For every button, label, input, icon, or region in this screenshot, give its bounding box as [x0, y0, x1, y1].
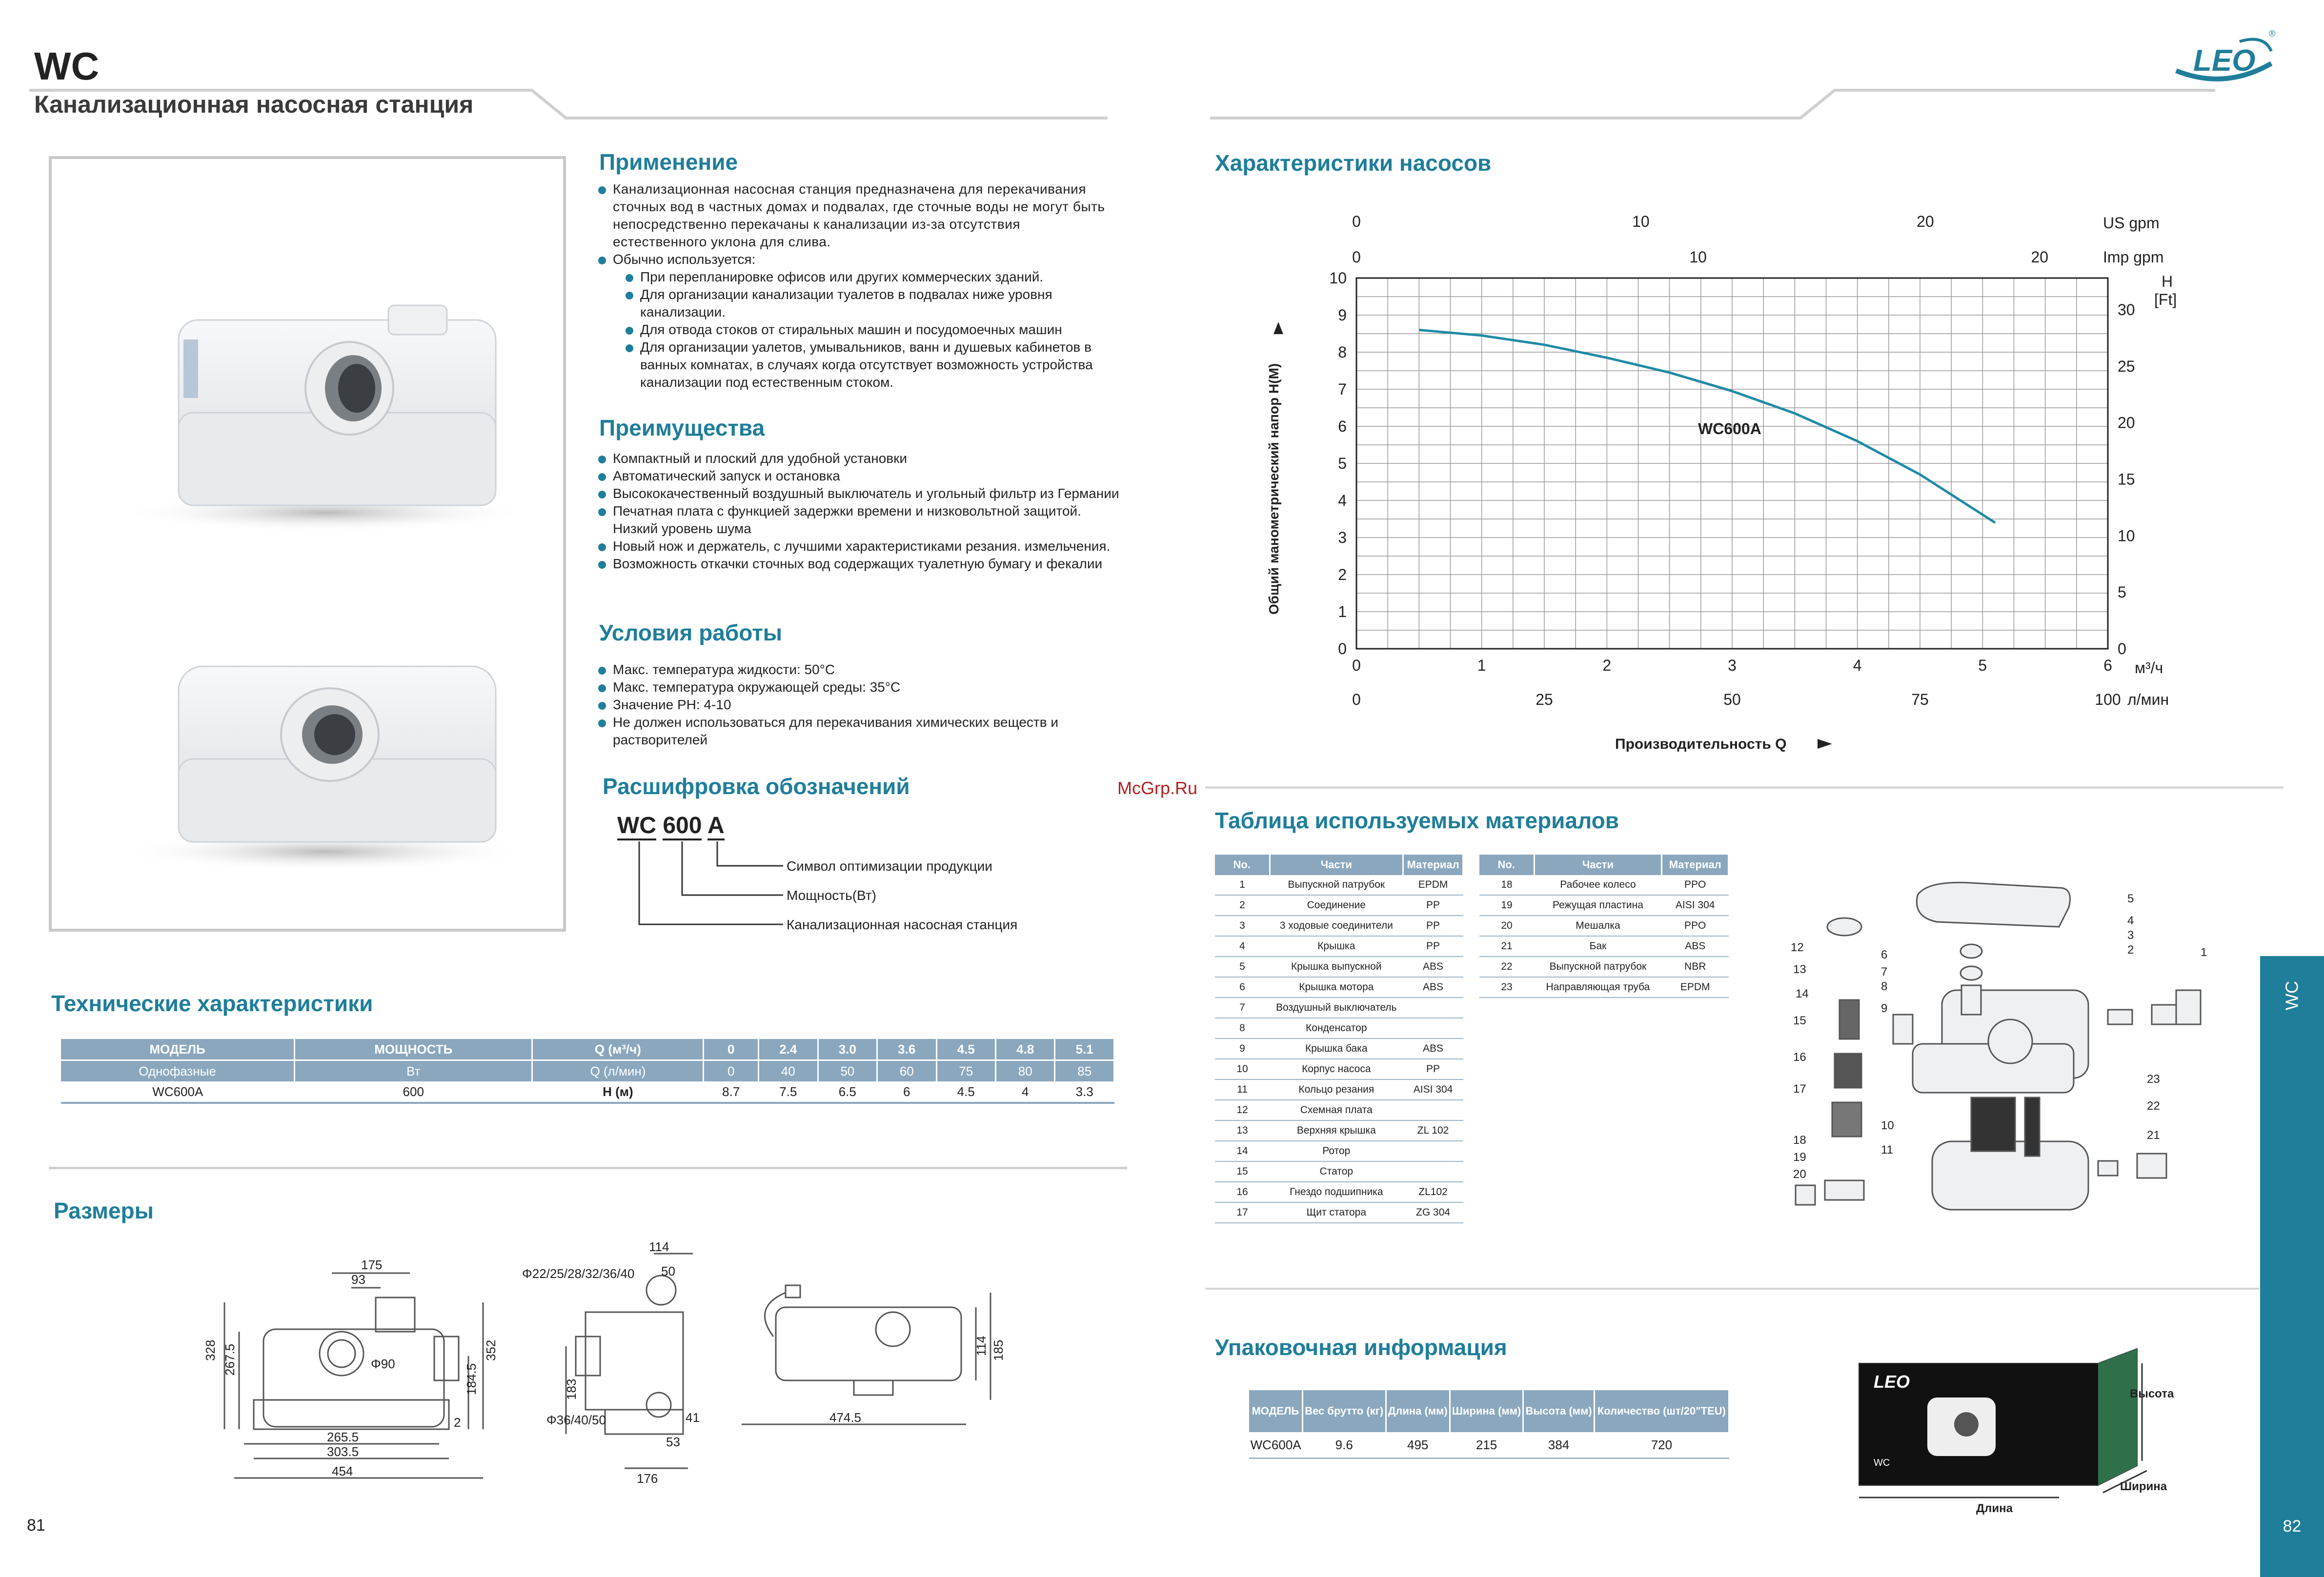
- material-no: 9: [1215, 1038, 1270, 1059]
- material-no: 10: [1215, 1059, 1270, 1079]
- dim-label: 53: [666, 1435, 680, 1449]
- advantage-item: Высококачественный воздушный выключатель и угольный фильтр из Германии: [596, 485, 1123, 502]
- advantages-title: Преимущества: [599, 415, 765, 440]
- material-part: Кольцо резания: [1270, 1079, 1403, 1100]
- imp-tick-label: 20: [2031, 248, 2049, 266]
- material-row: [1215, 875, 1463, 895]
- y-tick-label: 1: [1338, 603, 1347, 620]
- ft-tick-label: 25: [2118, 357, 2135, 375]
- part-label: 23: [2147, 1073, 2160, 1086]
- ft-tick-label: 20: [2118, 414, 2135, 432]
- tech-cell: 6: [877, 1081, 936, 1103]
- dim-label: 303.5: [327, 1444, 359, 1459]
- material-no: 20: [1479, 916, 1534, 936]
- dim-label: 114: [649, 1239, 669, 1254]
- x-axis-arrow-icon: [1818, 739, 1832, 749]
- tech-table: [61, 1039, 1115, 1104]
- y-tick-label: 5: [1338, 455, 1347, 472]
- x2-tick-label: 75: [1911, 691, 1929, 708]
- part-label: 13: [1793, 963, 1806, 976]
- dim-label: 183: [564, 1378, 579, 1400]
- dim-label: 184.5: [464, 1363, 479, 1395]
- x-tick-label: 0: [1352, 657, 1361, 674]
- mat-h: No.: [1479, 855, 1534, 875]
- part-label: 12: [1791, 941, 1804, 954]
- designation-label-3: Канализационная насосная станция: [787, 917, 1018, 932]
- part-label: 5: [2127, 892, 2134, 905]
- ft-tick-label: 15: [2118, 470, 2135, 488]
- dim-label: 474.5: [829, 1410, 862, 1425]
- material-part: Крышка мотора: [1270, 977, 1403, 998]
- y-axis-label: Общий манометрический напор H(M): [1266, 363, 1281, 615]
- material-value: AISI 304: [1403, 1079, 1463, 1100]
- material-part: Воздушный выключатель: [1270, 998, 1403, 1018]
- tech-cell: H (м): [532, 1081, 704, 1103]
- part-label: 20: [1793, 1168, 1806, 1181]
- material-no: 6: [1215, 977, 1270, 998]
- application-text: [596, 180, 1113, 391]
- material-value: [1403, 1018, 1463, 1038]
- material-no: 4: [1215, 936, 1270, 957]
- material-no: 15: [1215, 1161, 1270, 1182]
- material-value: ABS: [1403, 977, 1463, 998]
- material-row: [1215, 895, 1463, 916]
- material-row: [1479, 977, 1729, 998]
- part-label: 1: [2201, 946, 2207, 959]
- imp-tick-label: 0: [1352, 248, 1361, 266]
- material-value: PP: [1403, 916, 1463, 936]
- material-row: [1215, 1141, 1463, 1161]
- material-part: Щит статора: [1270, 1202, 1403, 1223]
- pack-cell: 384: [1523, 1432, 1594, 1458]
- chart-section-title: Характеристики насосов: [1215, 150, 1492, 176]
- divider: [49, 1167, 1127, 1169]
- header-rule-left: [29, 73, 1112, 122]
- tech-h2: 80: [995, 1060, 1054, 1082]
- advantage-item: Автоматический запуск и остановка: [596, 467, 1123, 485]
- ft-axis-unit: [Ft]: [2154, 291, 2177, 308]
- material-no: 18: [1479, 875, 1534, 895]
- material-no: 5: [1215, 957, 1270, 977]
- box-brand: LEO: [1874, 1372, 1910, 1392]
- material-value: [1403, 1141, 1463, 1161]
- y-tick-label: 9: [1338, 306, 1347, 324]
- material-part: Режущая пластина: [1534, 895, 1662, 916]
- material-row: [1479, 957, 1729, 977]
- pack-h: Ширина (мм): [1450, 1390, 1523, 1432]
- tech-cell: WC600A: [61, 1081, 295, 1103]
- material-value: PPO: [1662, 916, 1729, 936]
- x-tick-label: 4: [1853, 657, 1862, 674]
- y-tick-label: 3: [1338, 529, 1347, 546]
- designation-lines: [634, 839, 790, 927]
- tech-h: МОЩНОСТЬ: [295, 1039, 532, 1060]
- material-part: Соединение: [1270, 895, 1403, 916]
- material-row: [1215, 1079, 1463, 1100]
- us-tick-label: 20: [1917, 213, 1934, 230]
- pack-h: Вес брутто (кг): [1302, 1390, 1386, 1432]
- advantage-item: Возможность откачки сточных вод содержащих туалетную бумагу и фекалии: [596, 555, 1123, 573]
- material-part: Выпускной патрубок: [1270, 875, 1403, 895]
- material-row: [1215, 1059, 1463, 1079]
- pack-cell: 720: [1594, 1432, 1729, 1458]
- x2-tick-label: 100: [2095, 691, 2121, 708]
- part-label: 7: [1881, 965, 1888, 978]
- material-value: ABS: [1662, 936, 1729, 957]
- y-tick-label: 4: [1338, 492, 1347, 509]
- condition-item: Макс. температура окружающей среды: 35°C: [596, 679, 1084, 696]
- material-no: 17: [1215, 1202, 1270, 1223]
- material-value: EPDM: [1662, 977, 1729, 998]
- product-photo: [52, 159, 563, 929]
- code-part-suffix: A: [707, 813, 725, 840]
- designation-label-2: Мощность(Вт): [787, 888, 876, 903]
- dim-label: 41: [686, 1410, 700, 1425]
- box-length-label: Длина: [1976, 1502, 2013, 1515]
- tech-h: 2.4: [759, 1039, 818, 1060]
- dim-label: 93: [351, 1272, 365, 1287]
- header-rule-right: [1210, 73, 2264, 122]
- material-part: Ротор: [1270, 1141, 1403, 1161]
- material-value: EPDM: [1403, 875, 1463, 895]
- material-no: 8: [1215, 1018, 1270, 1038]
- material-no: 22: [1479, 957, 1534, 977]
- tech-h2: Q (л/мин): [532, 1060, 704, 1082]
- material-no: 2: [1215, 895, 1270, 916]
- leo-logo: [2166, 24, 2279, 88]
- svg-text:®: ®: [2269, 29, 2276, 39]
- tech-cell: 4.5: [936, 1081, 995, 1103]
- tech-h: 3.0: [818, 1039, 877, 1060]
- part-label: 9: [1881, 1002, 1888, 1015]
- material-row: [1215, 1120, 1463, 1141]
- x-tick-label: 5: [1978, 657, 1987, 674]
- ft-tick-label: 0: [2118, 640, 2126, 658]
- tech-h: Q (м³/ч): [532, 1039, 704, 1060]
- divider: [1205, 1288, 2259, 1290]
- material-value: [1403, 998, 1463, 1018]
- x2-unit: л/мин: [2127, 691, 2169, 708]
- material-part: Крышка: [1270, 936, 1403, 957]
- y-tick-label: 8: [1338, 343, 1347, 361]
- material-part: Корпус насоса: [1270, 1059, 1403, 1079]
- us-tick-label: 10: [1632, 213, 1650, 230]
- application-title: Применение: [599, 149, 738, 175]
- material-part: Направляющая труба: [1534, 977, 1662, 998]
- tech-h2: 40: [759, 1060, 818, 1082]
- material-part: 3 ходовые соединители: [1270, 916, 1403, 936]
- x-tick-label: 3: [1728, 657, 1737, 674]
- sidebar-tab: [2260, 956, 2324, 1577]
- logo-text: LEO: [2193, 44, 2256, 78]
- material-row: [1215, 1038, 1463, 1059]
- mat-h: Материал: [1662, 855, 1729, 875]
- imp-unit: Imp gpm: [2103, 248, 2164, 266]
- designation-code: [617, 812, 725, 839]
- material-value: ZL102: [1403, 1182, 1463, 1202]
- material-value: ZG 304: [1403, 1202, 1463, 1223]
- dim-label: Φ36/40/50: [546, 1413, 606, 1427]
- box-width-label: Ширина: [2120, 1480, 2167, 1493]
- material-row: [1479, 936, 1729, 957]
- material-part: Крышка бака: [1270, 1038, 1403, 1059]
- material-row: [1215, 1202, 1463, 1223]
- dim-label: 175: [361, 1258, 383, 1272]
- dim-label: 454: [332, 1464, 353, 1478]
- divider: [1205, 786, 2284, 789]
- advantage-item: Компактный и плоский для удобной установки: [596, 450, 1123, 467]
- y-tick-label: 0: [1338, 640, 1347, 658]
- mat-h: No.: [1215, 855, 1270, 875]
- y-tick-label: 7: [1338, 380, 1347, 398]
- material-row: [1215, 1018, 1463, 1038]
- material-no: 14: [1215, 1141, 1270, 1161]
- dim-label: 352: [484, 1339, 498, 1361]
- application-subitem: Для организации уалетов, умывальников, ванн и душевых кабинетов в ванных комнатах, в случаях когда отсутствует возможность устройства канализации под естественным стоком.: [596, 339, 1113, 391]
- material-no: 19: [1479, 895, 1534, 916]
- application-item: Канализационная насосная станция предназначена для перекачивания сточных вод в частных домах и подвалах, где сточные воды не могут быть непосредственно перекачаны к канализации из-за отсутствия естественного уклона для слива.: [596, 180, 1113, 251]
- material-part: Гнездо подшипника: [1270, 1182, 1403, 1202]
- model-title: WC: [34, 44, 100, 88]
- advantages-list: [596, 450, 1123, 573]
- material-value: AISI 304: [1662, 895, 1729, 916]
- dimension-drawings: [205, 1239, 1015, 1488]
- material-row: [1215, 1100, 1463, 1120]
- tech-h2: 60: [877, 1060, 936, 1082]
- material-no: 7: [1215, 998, 1270, 1018]
- part-label: 22: [2147, 1099, 2160, 1113]
- material-no: 16: [1215, 1182, 1270, 1202]
- y-tick-label: 6: [1338, 418, 1347, 435]
- dim-label: 114: [974, 1336, 989, 1356]
- x-unit: м³/ч: [2135, 659, 2163, 677]
- us-unit: US gpm: [2103, 214, 2160, 232]
- materials-table-right: [1479, 855, 1729, 998]
- tech-h2: Однофазные: [61, 1060, 295, 1082]
- tech-title: Технические характеристики: [51, 991, 373, 1016]
- sidebar-label: WC: [2282, 981, 2302, 1010]
- tech-h: МОДЕЛЬ: [61, 1039, 295, 1060]
- packaging-title: Упаковочная информация: [1215, 1335, 1507, 1360]
- x-axis-label: Производительность Q: [1615, 736, 1787, 752]
- material-no: 23: [1479, 977, 1534, 998]
- pack-h: Количество (шт/20"TEU): [1594, 1390, 1729, 1432]
- condition-item: Не должен использоваться для перекачивания химических веществ и растворителей: [596, 714, 1084, 749]
- dim-label: 265.5: [327, 1430, 359, 1444]
- part-label: 17: [1793, 1082, 1806, 1096]
- material-no: 3: [1215, 916, 1270, 936]
- application-subitem: При перепланировке офисов или других коммерческих зданий.: [596, 268, 1113, 286]
- mat-h: Части: [1270, 855, 1403, 875]
- part-label: 19: [1793, 1151, 1806, 1164]
- dimensions-title: Размеры: [54, 1198, 154, 1223]
- designation-title: Расшифровка обозначений: [603, 774, 910, 799]
- x-tick-label: 2: [1602, 657, 1612, 674]
- material-part: Статор: [1270, 1161, 1403, 1182]
- page-number-right: 82: [2283, 1517, 2302, 1536]
- part-label: 2: [2127, 943, 2134, 957]
- exploded-view: [1766, 868, 2215, 1239]
- tech-cell: 7.5: [759, 1081, 818, 1103]
- code-part-wc: WC: [617, 813, 656, 840]
- y-tick-label: 2: [1338, 566, 1347, 583]
- material-row: [1479, 875, 1729, 895]
- part-label: 15: [1793, 1014, 1806, 1027]
- ft-tick-label: 5: [2118, 583, 2126, 601]
- part-label: 18: [1793, 1134, 1806, 1147]
- part-label: 3: [2127, 929, 2134, 942]
- material-value: PPO: [1662, 875, 1729, 895]
- application-subitem: Для отвода стоков от стиральных машин и посудомоечных машин: [596, 321, 1113, 339]
- condition-item: Значение PH: 4-10: [596, 696, 1084, 714]
- part-label: 10: [1881, 1119, 1894, 1132]
- material-value: PP: [1403, 1059, 1463, 1079]
- ft-tick-label: 10: [2118, 527, 2135, 545]
- part-label: 4: [2127, 914, 2134, 927]
- mat-h: Материал: [1403, 855, 1463, 875]
- material-row: [1215, 916, 1463, 936]
- x-tick-label: 6: [2103, 657, 2112, 674]
- part-label: 8: [1881, 980, 1888, 993]
- x2-tick-label: 0: [1352, 691, 1361, 708]
- tech-h: 5.1: [1055, 1039, 1114, 1060]
- dim-label: 185: [991, 1339, 1006, 1361]
- material-row: [1215, 998, 1463, 1018]
- page-number-left: 81: [27, 1516, 45, 1535]
- tech-h: 0: [704, 1039, 759, 1060]
- part-label: 16: [1793, 1051, 1806, 1064]
- x-tick-label: 1: [1477, 657, 1486, 674]
- material-part: Верхняя крышка: [1270, 1120, 1403, 1141]
- material-value: ABS: [1403, 957, 1463, 977]
- pack-h: МОДЕЛЬ: [1249, 1390, 1302, 1432]
- packaging-table: [1249, 1390, 1730, 1459]
- dim-label: 2: [454, 1415, 461, 1430]
- material-value: ZL 102: [1403, 1120, 1463, 1141]
- mat-h: Части: [1534, 855, 1662, 875]
- tech-h2: 85: [1055, 1060, 1114, 1082]
- pack-cell: 215: [1450, 1432, 1523, 1458]
- condition-item: Макс. температура жидкости: 50°C: [596, 661, 1084, 679]
- dim-label: Φ90: [371, 1357, 395, 1371]
- tech-cell: 4: [995, 1081, 1054, 1103]
- pack-h: Длина (мм): [1386, 1390, 1450, 1432]
- material-part: Рабочее колесо: [1534, 875, 1662, 895]
- material-part: Конденсатор: [1270, 1018, 1403, 1038]
- tech-h: 4.5: [936, 1039, 995, 1060]
- pump-curve-chart: [1249, 205, 2225, 766]
- material-no: 13: [1215, 1120, 1270, 1141]
- us-tick-label: 0: [1352, 213, 1361, 230]
- part-label: 14: [1796, 987, 1809, 1000]
- tech-h2: 75: [936, 1060, 995, 1082]
- dim-label: Φ22/25/28/32/36/40: [522, 1266, 635, 1281]
- tech-h2: Вт: [295, 1060, 532, 1082]
- tech-cell: 8.7: [704, 1081, 759, 1103]
- imp-tick-label: 10: [1689, 248, 1707, 266]
- box-model: WC: [1874, 1457, 1890, 1468]
- material-no: 12: [1215, 1100, 1270, 1120]
- product-photo-frame: [49, 156, 566, 932]
- conditions-title: Условия работы: [599, 620, 783, 645]
- material-no: 1: [1215, 875, 1270, 895]
- tech-h: 3.6: [877, 1039, 936, 1060]
- material-row: [1479, 895, 1729, 916]
- y-tick-label: 10: [1329, 269, 1347, 287]
- pack-cell: 9.6: [1302, 1432, 1386, 1458]
- series-label: WC600A: [1698, 420, 1761, 438]
- dim-label: 50: [661, 1264, 675, 1278]
- page-subtitle: Канализационная насосная станция: [34, 91, 474, 118]
- dim-label: 176: [637, 1471, 658, 1486]
- material-value: PP: [1403, 895, 1463, 916]
- material-row: [1215, 1182, 1463, 1202]
- material-value: ABS: [1403, 1038, 1463, 1059]
- material-value: NBR: [1662, 957, 1729, 977]
- application-item: Обычно используется:: [596, 251, 1113, 268]
- watermark: McGrp.Ru: [1117, 778, 1198, 798]
- tech-h: 4.8: [995, 1039, 1054, 1060]
- advantage-item: Печатная плата с функцией задержки времени и низковольтной защитой. Низкий уровень шума: [596, 502, 1123, 538]
- material-row: [1215, 957, 1463, 977]
- x2-tick-label: 50: [1723, 691, 1741, 708]
- x2-tick-label: 25: [1536, 691, 1553, 708]
- conditions-list: [596, 661, 1084, 749]
- material-value: [1403, 1100, 1463, 1120]
- tech-cell: 3.3: [1055, 1081, 1114, 1103]
- pack-cell: WC600A: [1249, 1432, 1302, 1458]
- material-part: Крышка выпускной: [1270, 957, 1403, 977]
- part-label: 11: [1881, 1143, 1893, 1157]
- material-row: [1479, 916, 1729, 936]
- part-label: 21: [2147, 1129, 2160, 1142]
- tech-h2: 50: [818, 1060, 877, 1082]
- package-box: [1844, 1344, 2196, 1519]
- dim-label: 328: [203, 1339, 218, 1361]
- material-value: [1403, 1161, 1463, 1182]
- y-axis-arrow-icon: [1273, 322, 1283, 334]
- material-row: [1215, 1161, 1463, 1182]
- designation-label-1: Символ оптимизации продукции: [787, 858, 992, 874]
- materials-table-left: [1215, 855, 1464, 1223]
- material-part: Схемная плата: [1270, 1100, 1403, 1120]
- pack-cell: 495: [1386, 1432, 1450, 1458]
- tech-cell: 600: [295, 1081, 532, 1103]
- code-part-power: 600: [663, 813, 702, 840]
- part-label: 6: [1881, 948, 1888, 961]
- ft-tick-label: 30: [2118, 301, 2135, 319]
- pack-h: Высота (мм): [1523, 1390, 1594, 1432]
- ft-axis-label: H: [2162, 273, 2173, 290]
- tech-cell: 6.5: [818, 1081, 877, 1103]
- material-no: 21: [1479, 936, 1534, 957]
- box-height-label: Высота: [2130, 1387, 2174, 1400]
- tech-h2: 0: [704, 1060, 759, 1082]
- material-part: Мешалка: [1534, 916, 1662, 936]
- material-value: PP: [1403, 936, 1463, 957]
- dim-label: 267.5: [222, 1343, 237, 1376]
- material-part: Выпускной патрубок: [1534, 957, 1662, 977]
- material-part: Бак: [1534, 936, 1662, 957]
- advantage-item: Новый нож и держатель, с лучшими характеристиками резания. измельчения.: [596, 538, 1123, 555]
- materials-title: Таблица используемых материалов: [1215, 808, 1619, 833]
- material-no: 11: [1215, 1079, 1270, 1100]
- application-subitem: Для организации канализации туалетов в подвалах ниже уровня канализации.: [596, 286, 1113, 321]
- material-row: [1215, 936, 1463, 957]
- material-row: [1215, 977, 1463, 998]
